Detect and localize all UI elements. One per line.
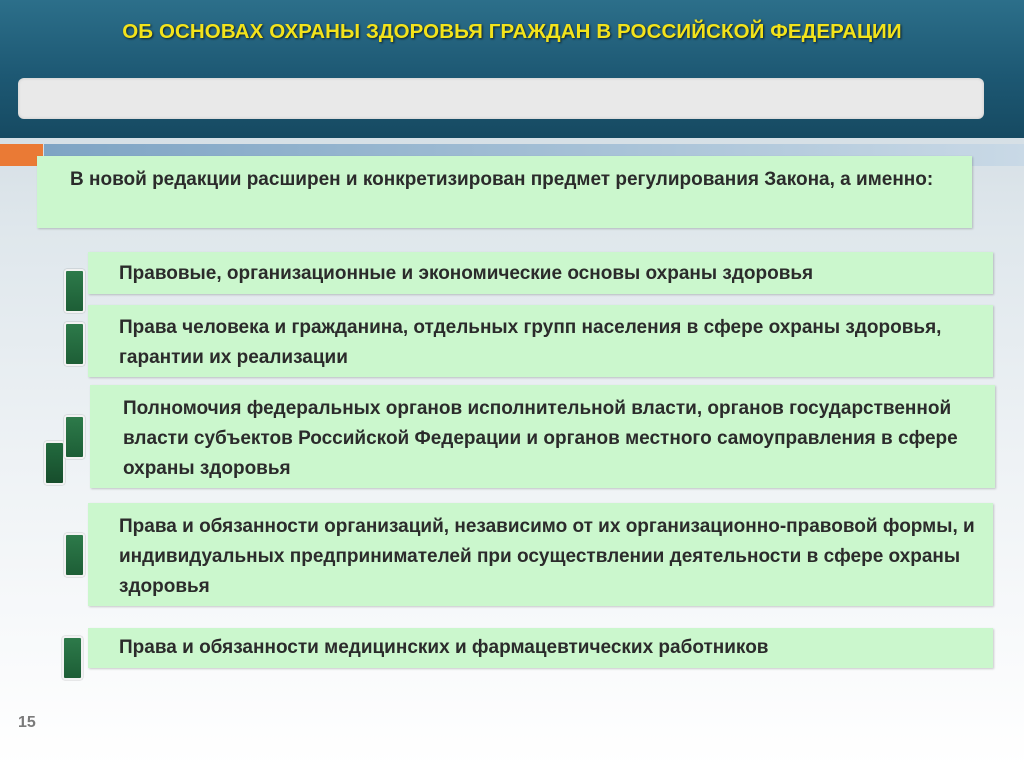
list-item (88, 305, 993, 377)
slide-title: ОБ ОСНОВАХ ОХРАНЫ ЗДОРОВЬЯ ГРАЖДАН В РОССИЙСКОЙ ФЕДЕРАЦИИ (122, 20, 902, 43)
bullet-marker (64, 322, 85, 366)
bullet-marker (64, 269, 85, 313)
bullet-marker (64, 533, 85, 577)
header-band (0, 0, 1024, 138)
list-item (90, 385, 995, 488)
list-item-text: Правовые, организационные и экономические основы охраны здоровья (119, 263, 814, 284)
list-item-text: Права и обязанности организаций, независимо от их организационно-правовой формы, и индивидуальных предпринимателей при осуществлении деятельности в сфере охраны здоровья (119, 516, 975, 597)
bullet-marker (62, 636, 83, 680)
list-item (88, 503, 993, 606)
subtitle-bar (18, 78, 984, 119)
list-item (88, 628, 993, 668)
page-number: 15 (18, 714, 36, 731)
list-item (88, 252, 993, 294)
list-item-text: Полномочия федеральных органов исполнительной власти, органов государственной власти субъектов Российской Федерации и органов местного самоуправления в сфере охраны здоровья (123, 398, 958, 479)
intro-text: В новой редакции расширен и конкретизирован предмет регулирования Закона, а именно: (70, 169, 934, 190)
list-item-text: Права человека и гражданина, отдельных групп населения в сфере охраны здоровья, гарантии их реализации (119, 317, 942, 368)
list-item-text: Права и обязанности медицинских и фармацевтических работников (119, 637, 769, 658)
intro-box (37, 156, 972, 228)
bullet-marker (64, 415, 85, 459)
bullet-marker (44, 441, 65, 485)
